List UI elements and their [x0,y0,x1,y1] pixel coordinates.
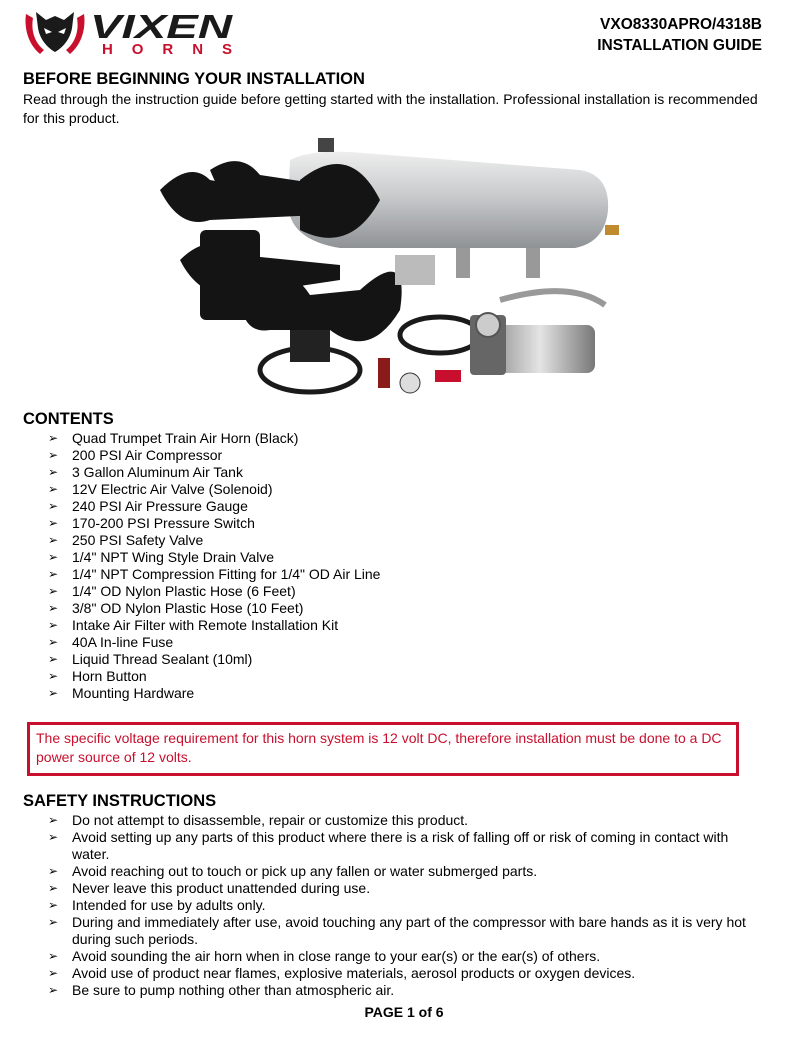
brand-bottom-text: HORNS [102,41,232,56]
safety-heading: SAFETY INSTRUCTIONS [23,792,217,810]
list-item: ➢ 170-200 PSI Pressure Switch [48,515,255,531]
list-item: ➢ 240 PSI Air Pressure Gauge [48,498,248,514]
arrow-bullet-icon: ➢ [48,618,59,632]
list-item: ➢ Quad Trumpet Train Air Horn (Black) [48,430,299,446]
list-item: ➢ 1/4" NPT Compression Fitting for 1/4" OD Air Line [48,566,381,582]
document-reference [597,14,762,56]
arrow-bullet-icon: ➢ [48,516,59,530]
list-item: ➢ During and immediately after use, avoid touching any part of the compressor with bare hands as it is very hot during such periods. [48,914,746,947]
arrow-bullet-icon: ➢ [48,898,59,912]
arrow-bullet-icon: ➢ [48,635,59,649]
arrow-bullet-icon: ➢ [48,915,59,929]
list-item: ➢ 3 Gallon Aluminum Air Tank [48,464,243,480]
arrow-bullet-icon: ➢ [48,864,59,878]
brand-top-text: VIXEN [90,8,234,45]
document-title: INSTALLATION GUIDE [597,37,762,54]
list-item: ➢ Avoid use of product near flames, explosive materials, aerosol products or oxygen devices. [48,965,636,981]
list-item: ➢ Intake Air Filter with Remote Installation Kit [48,617,339,633]
list-item: ➢ Do not attempt to disassemble, repair or customize this product. [48,812,469,828]
list-item: ➢ Intended for use by adults only. [48,897,266,913]
list-item: ➢ Liquid Thread Sealant (10ml) [48,651,253,667]
arrow-bullet-icon: ➢ [48,533,59,547]
contents-list [48,430,380,702]
list-item: ➢ 200 PSI Air Compressor [48,447,223,463]
list-item: ➢ Avoid reaching out to touch or pick up any fallen or water submerged parts. [48,863,538,879]
arrow-bullet-icon: ➢ [48,431,59,445]
document-code: VXO8330APRO/4318B [600,16,762,33]
arrow-bullet-icon: ➢ [48,983,59,997]
arrow-bullet-icon: ➢ [48,567,59,581]
safety-list [48,812,768,999]
voltage-warning-text: The specific voltage requirement for this horn system is 12 volt DC, therefore installation must be done to a DC power source of 12 volts. [36,730,722,765]
list-item: ➢ 1/4" OD Nylon Plastic Hose (6 Feet) [48,583,296,599]
arrow-bullet-icon: ➢ [48,881,59,895]
list-item: ➢ 40A In-line Fuse [48,634,174,650]
list-item: ➢ Be sure to pump nothing other than atmospheric air. [48,982,395,998]
quad-trumpet-horn-icon [160,161,402,341]
list-item: ➢ Avoid sounding the air horn when in close range to your ear(s) or the ear(s) of others. [48,948,601,964]
arrow-bullet-icon: ➢ [48,949,59,963]
arrow-bullet-icon: ➢ [48,601,59,615]
list-item: ➢ 3/8" OD Nylon Plastic Hose (10 Feet) [48,600,304,616]
arrow-bullet-icon: ➢ [48,813,59,827]
arrow-bullet-icon: ➢ [48,584,59,598]
page-number: PAGE 1 of 6 [364,1004,444,1020]
intro-paragraph: Read through the instruction guide before getting started with the installation. Professional installation is recommended for this product. [23,91,758,126]
arrow-bullet-icon: ➢ [48,652,59,666]
vixen-horns-logo [22,6,236,56]
arrow-bullet-icon: ➢ [48,966,59,980]
arrow-bullet-icon: ➢ [48,448,59,462]
air-compressor-icon [470,291,605,375]
list-item: ➢ Mounting Hardware [48,685,195,701]
list-item: ➢ 1/4" NPT Wing Style Drain Valve [48,549,275,565]
arrow-bullet-icon: ➢ [48,550,59,564]
arrow-bullet-icon: ➢ [48,686,59,700]
fox-emblem-icon [26,12,85,54]
arrow-bullet-icon: ➢ [48,499,59,513]
voltage-warning-box [27,722,739,776]
arrow-bullet-icon: ➢ [48,482,59,496]
arrow-bullet-icon: ➢ [48,830,59,844]
arrow-bullet-icon: ➢ [48,465,59,479]
list-item: ➢ Horn Button [48,668,147,684]
list-item: ➢ 250 PSI Safety Valve [48,532,204,548]
contents-heading: CONTENTS [23,410,114,428]
arrow-bullet-icon: ➢ [48,669,59,683]
list-item: ➢ Never leave this product unattended during use. [48,880,371,896]
list-item: ➢ 12V Electric Air Valve (Solenoid) [48,481,273,497]
before-beginning-heading: BEFORE BEGINNING YOUR INSTALLATION [23,70,365,88]
list-item: ➢ Avoid setting up any parts of this product where there is a risk of falling off or risk of coming in contact with water. [48,829,729,862]
product-kit-image [150,130,650,405]
